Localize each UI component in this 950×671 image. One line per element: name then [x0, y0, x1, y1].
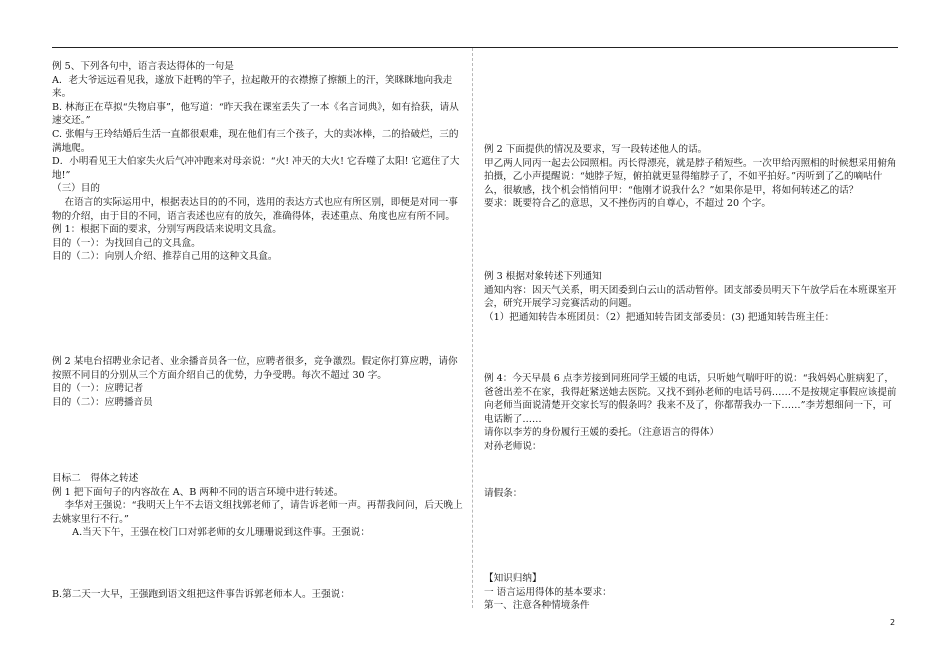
context-a: A.当天下午，王强在校门口对郭老师的女儿珊珊说到这件事。王强说： [72, 527, 370, 539]
column-divider [472, 48, 473, 608]
example-5-block [52, 60, 467, 264]
purpose-example-1: 例 1：根据下面的要求，分别写两段话来说明文具盒。 [52, 224, 282, 236]
notice-content: 通知内容：因天气关系，明天团委到白云山的活动暂停。团支部委员明天下午放学后在本班课室开会，研究开展学习竞赛活动的问题。 [484, 284, 897, 310]
goal-two-block [52, 472, 467, 540]
example-2-text: 例 2 某电台招聘业余记者、业余播音员各一位，应聘者很多，竞争激烈。假定你打算应聘，请你按照不同目的分别从三个方面介绍自己的优势，力争受聘。每次不超过 30 字。 [52, 356, 458, 381]
option-b: B. 林海正在草拟“失物启事”，他写道：“昨天我在课室丢失了一本《名言词典》，如有拾获，请从速交还。” [52, 101, 459, 127]
to-teacher-sun: 对孙老师说： [484, 440, 542, 452]
purpose-2: 目的（二）：向别人介绍、推荐自己用的这种文具盒。 [52, 251, 278, 263]
purpose-paragraph: 在语言的实际运用中，根据表达目的的不同，选用的表达方式也应有所区别，即便是对同一事物的介绍，由于目的不同，语言表述也应有的放矢，准确得体，表述重点、角度也应有所不同。 [52, 196, 458, 222]
example-4-story: 例 4：今天早晨 6 点李芳接到同班同学王媛的电话，只听她气喘吁吁的说：“我妈妈心脏病犯了，爸爸出差不在家，我得赶紧送她去医院。又找不到孙老师的电话号码……不是按规定事假应该提前向老师当面说清楚开交家长写的假条吗？我来不及了，你都帮我办一下……”李芳想细问一下，可电话断了…… [484, 373, 897, 425]
right-example-2-heading: 例 2 下面提供的情况及要求，写一段转述他人的话。 [484, 144, 708, 155]
knowledge-summary-block [484, 572, 898, 613]
context-b: B.第二天一大早，王强跑到语文组把这件事告诉郭老师本人。王强说： [52, 589, 350, 600]
notice-targets: （1）把通知转告本班团员：（2）把通知转告团支部委员：(3) 把通知转告班主任： [484, 311, 835, 323]
goal-two-heading: 目标二 得体之转述 [52, 473, 139, 484]
option-a: A．老大爷远远看见我，遂放下赶鸭的竿子，拉起敞开的衣襟擦了擦额上的汗，笑眯眯地向我走来。 [52, 74, 453, 100]
example-3-block [484, 270, 898, 324]
header-rule [52, 47, 898, 48]
purpose-1: 目的（一）：为找回自己的文具盒。 [52, 237, 201, 249]
right-example-2-block [484, 143, 898, 211]
first-point: 第一、注意各种情境条件 [484, 600, 590, 612]
example-2-block [52, 355, 467, 409]
example-4-task: 请你以李芳的身份履行王媛的委托。（注意语言的得体） [484, 427, 720, 439]
purpose-reporter: 目的（一）：应聘记者 [52, 383, 144, 395]
purpose-announcer: 目的（二）：应聘播音员 [52, 396, 153, 408]
example-3-heading: 例 3 根据对象转述下列通知 [484, 271, 602, 282]
goal-two-example-1: 例 1 把下面句子的内容故在 A、B 两种不同的语言环境中进行转述。 [52, 486, 344, 498]
leave-note-block [484, 487, 898, 501]
knowledge-summary-heading: 【知识归纳】 [484, 573, 542, 584]
leave-note-label: 请假条： [484, 488, 523, 499]
example-5-heading: 例 5、下列各句中，语言表达得体的一句是 [52, 61, 234, 72]
context-b-block [52, 588, 467, 602]
basic-requirements: 一 语言运用得体的基本要求： [484, 586, 612, 598]
example-4-block [484, 372, 898, 454]
option-d: D．小明看见王大伯家失火后气冲冲跑来对母亲说：“火! 冲天的大火! 它吞噬了太阳! 它遮住了大地!” [52, 156, 460, 181]
li-hua-quote: 李华对王强说：“我明天上午不去语文组找郭老师了，请告诉老师一声。再帮我问问，后天晚上去姚家里行不行。” [52, 500, 463, 525]
option-c: C. 张帽与王玲结婚后生活一直都很艰难，现在他们有三个孩子，大的卖冰棒，二的拾破烂，三的满地爬。 [52, 128, 459, 154]
page-number: 2 [890, 618, 896, 627]
section-purpose-heading: （三）目的 [52, 183, 100, 195]
right-example-2-requirement: 要求：既要符合乙的意思，又不挫伤丙的自尊心，不超过 20 个字。 [484, 198, 771, 210]
right-example-2-story: 甲乙两人同丙一起去公园照相。丙长得漂亮，就是脖子稍短些。一次甲给丙照相的时候想采用俯角拍摄，乙小声提醒说：“她脖子短，俯拍就更显得缩脖子了，不如平拍好。”丙听到了乙的嘀咕什么，很敏感，找个机会悄悄问甲：“他刚才说我什么？”如果你是甲，将如何转述乙的话？ [484, 157, 897, 196]
